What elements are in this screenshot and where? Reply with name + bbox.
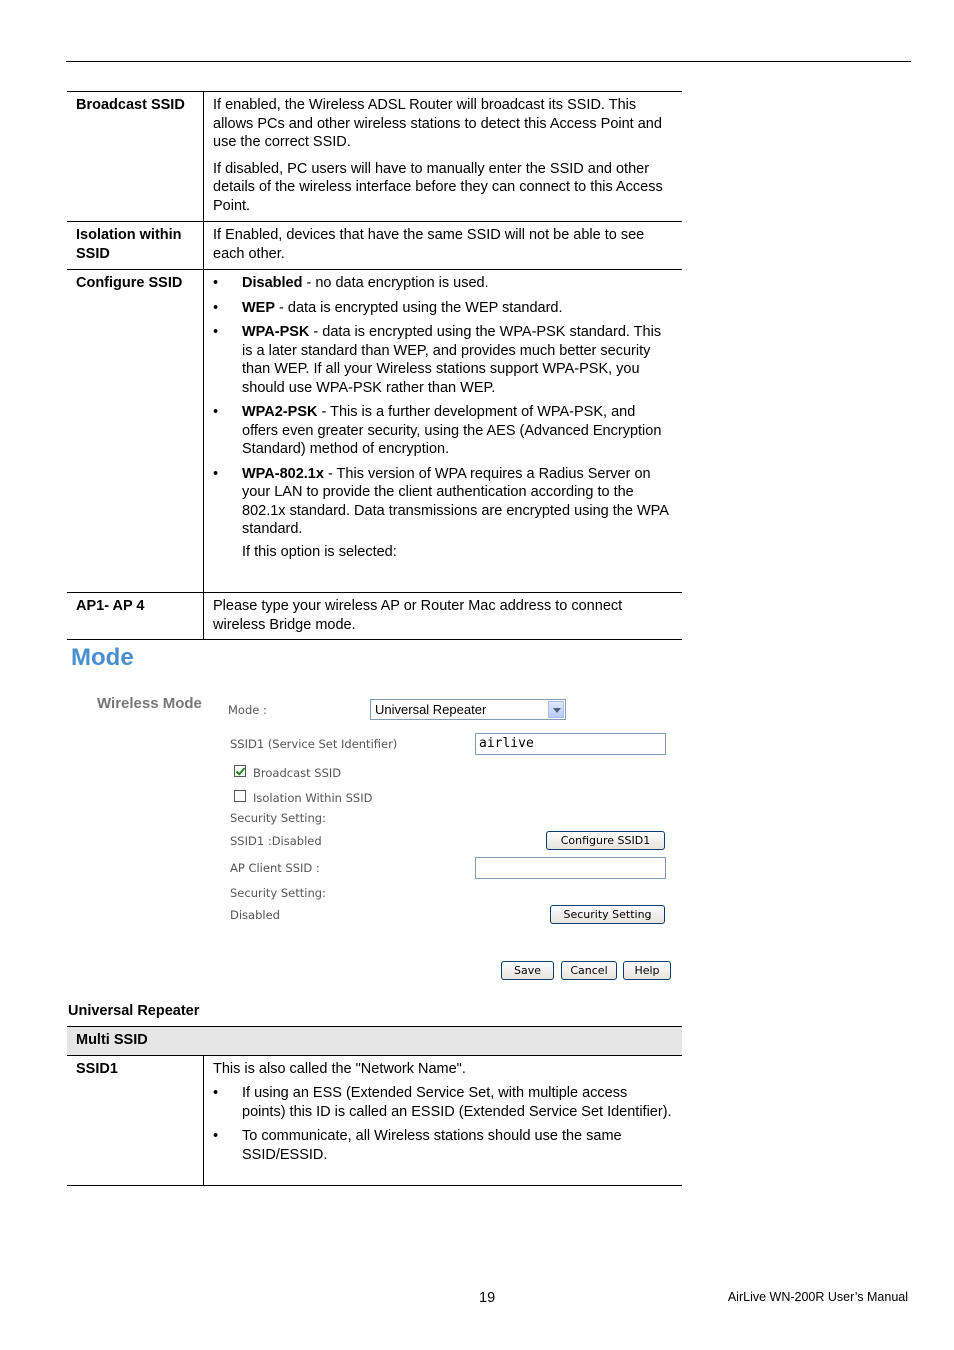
term-ap1-ap4: AP1- AP 4 xyxy=(67,593,204,640)
description-text: If Enabled, devices that have the same SSID will not be able to see each other. xyxy=(213,227,645,262)
description-text: If enabled, the Wireless ADSL Router will broadcast its SSID. This allows PCs and other wireless stations to detect this Access Point and use the correct SSID. xyxy=(213,97,662,150)
ssid1-status: SSID1 :Disabled xyxy=(230,834,322,848)
multi-ssid-table xyxy=(67,1026,682,1186)
term-broadcast-ssid: Broadcast SSID xyxy=(67,92,204,222)
term-ssid1: SSID1 xyxy=(67,1055,204,1185)
ssid-notes-list xyxy=(213,1084,674,1164)
save-button[interactable]: Save xyxy=(501,961,554,980)
security-setting-button[interactable]: Security Setting xyxy=(550,905,665,924)
description-text: This is also called the "Network Name". xyxy=(213,1060,466,1077)
table-row xyxy=(67,1055,682,1185)
security-setting-label: Security Setting: xyxy=(230,886,326,900)
section-heading-mode: Mode xyxy=(71,644,134,671)
ssid-input[interactable]: airlive xyxy=(475,733,666,755)
screenshot-caption: Universal Repeater xyxy=(68,1003,200,1019)
description-text: If disabled, PC users will have to manually enter the SSID and other details of the wireless interface before they can connect to this Access Point. xyxy=(213,160,663,214)
security-setting-label: Security Setting: xyxy=(230,811,326,825)
list-item: • To communicate, all Wireless stations should use the same SSID/ESSID. xyxy=(213,1127,674,1164)
term-configure-ssid: Configure SSID xyxy=(67,270,204,593)
list-item: • WPA2-PSK - This is a further development of WPA-PSK, and offers even greater security, using the AES (Advanced Encryption Standard) method of encryption. xyxy=(213,403,674,459)
list-item: • WEP - data is encrypted using the WEP standard. xyxy=(213,299,674,318)
ssid-label: SSID1 (Service Set Identifier) xyxy=(230,737,398,751)
ap-client-ssid-label: AP Client SSID : xyxy=(230,861,320,875)
configure-ssid1-button[interactable]: Configure SSID1 xyxy=(546,831,665,850)
isolation-ssid-checkbox[interactable] xyxy=(234,790,246,802)
list-item: • Disabled - no data encryption is used. xyxy=(213,274,674,293)
broadcast-ssid-checkbox[interactable] xyxy=(234,765,246,777)
wireless-mode-label: Wireless Mode xyxy=(97,695,202,712)
page-number: 19 xyxy=(479,1290,496,1306)
cancel-button[interactable]: Cancel xyxy=(561,961,617,980)
list-item: • WPA-PSK - data is encrypted using the WPA-PSK standard. This is a later standard than WEP, and provides much better security than WEP. If all your Wireless stations support WPA-PSK, you should use WPA-PSK rather than WEP. xyxy=(213,323,674,397)
help-button[interactable]: Help xyxy=(623,961,671,980)
chevron-down-icon[interactable] xyxy=(548,701,564,718)
option-note: If this option is selected: xyxy=(242,543,397,560)
ap-client-ssid-input[interactable] xyxy=(475,857,666,879)
list-item: • WPA-802.1x - This version of WPA requires a Radius Server on your LAN to provide the client authentication according to the 802.1x standard. Data transmissions are encrypted using the WPA standard. xyxy=(213,465,674,539)
term-isolation-within-ssid: Isolation within SSID xyxy=(67,222,204,270)
manual-title: AirLive WN-200R User’s Manual xyxy=(727,1290,908,1304)
list-item: • If using an ESS (Extended Service Set, with multiple access points) this ID is called an ESSID (Extended Service Set Identifier). xyxy=(213,1084,674,1121)
table-header-row xyxy=(67,1027,682,1056)
mode-select-value: Universal Repeater xyxy=(375,702,487,717)
mode-select[interactable] xyxy=(370,699,566,720)
description-cell xyxy=(204,1055,683,1185)
description-text: Please type your wireless AP or Router Mac address to connect wireless Bridge mode. xyxy=(213,598,623,633)
broadcast-ssid-label: Broadcast SSID xyxy=(253,766,342,780)
table-header: Multi SSID xyxy=(67,1027,682,1056)
mode-label: Mode : xyxy=(228,703,267,717)
isolation-ssid-label: Isolation Within SSID xyxy=(253,791,373,805)
security-status: Disabled xyxy=(230,908,280,922)
